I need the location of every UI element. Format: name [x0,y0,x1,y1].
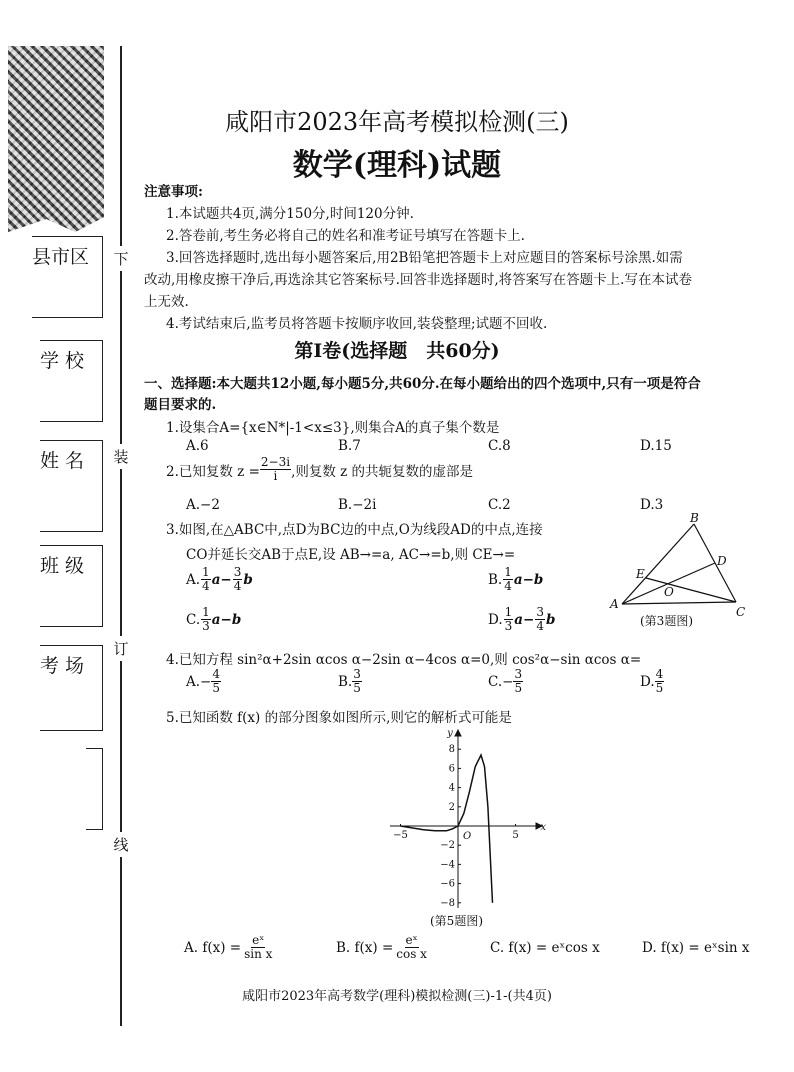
binding-char-xian: 线 [112,832,130,857]
q3-option-c [186,606,241,633]
point-e-label: E [636,567,645,581]
binding-line [120,46,122,1026]
q3-option-b [488,566,543,593]
q5-option-b-label: B. f(x) = [336,939,394,956]
q1-option-b: B.7 [338,438,361,454]
y-axis-label: y [447,728,453,739]
q3-option-a-frac1 [201,566,211,593]
y-tick-label: 2 [448,801,455,813]
q4-c-num: 3 [514,667,523,681]
q4-b-num: 3 [353,667,361,681]
x-axis-label: x [540,822,546,833]
q3-c-frac-num: 1 [202,605,210,619]
q1-option-a: A.6 [186,438,209,454]
q4-a-den: 5 [212,681,220,696]
q3-option-b-frac [503,566,513,593]
q3-option-b-label: B. [488,571,503,588]
q3-option-a [186,566,253,593]
notice-heading: 注意事项: [144,184,203,200]
q3-stem-line2: CO并延长交AB于点E,设 AB→=a, AC→=b,则 CE→= [186,547,516,563]
notice-item: 改动,用橡皮擦干净后,再选涂其它答案标号.回答非选择题时,将答案写在答题卡上.写在本试卷 [144,272,692,288]
q3-option-d-mid: a− [514,611,535,628]
q5-option-a [184,934,272,961]
y-axis-arrow [455,730,461,736]
q2-fraction-den: i [273,469,278,484]
y-tick-label: −8 [440,897,455,909]
y-tick-label: 4 [448,782,455,794]
q3-d-frac1-num: 1 [504,605,513,619]
q5-b-num: eˣ [405,933,418,947]
q3-stem-line1: 3.如图,在△ABC中,点D为BC边的中点,O为线段AD的中点,连接 [166,522,543,538]
q4-a-num: 4 [212,667,220,681]
q4-option-d-label: D. [640,673,655,690]
q4-option-a-label: A.− [186,673,212,690]
q5-option-a-label: A. f(x) = [184,939,242,956]
q2-option-a: A.−2 [186,497,220,513]
q3-a-frac1-num: 1 [202,565,210,579]
q3-option-d [488,606,555,633]
q5-option-a-frac [244,934,272,961]
q4-option-c [488,668,523,695]
q3-a-frac1-den: 4 [202,579,210,594]
name-field-label: 姓 名 [40,446,84,473]
binding-char-ding: 订 [112,636,130,661]
notice-item: 1.本试题共4页,满分150分,时间120分钟. [166,206,414,222]
q4-option-c-label: C.− [488,673,514,690]
origin-label: O [463,831,472,842]
q5-function-graph [388,726,548,916]
q4-option-a [186,668,221,695]
section-title: 第Ⅰ卷(选择题 共60分) [294,340,500,362]
binding-char-xia: 下 [112,246,130,271]
q3-d-frac2-num: 3 [536,605,544,619]
section-intro-cont: 题目要求的. [144,397,217,413]
q2-option-b: B.−2i [338,497,377,513]
q1-option-c: C.8 [488,438,511,454]
q3-option-a-frac2 [233,566,243,593]
q4-stem: 4.已知方程 sin²α+2sin αcos α−2sin α−4cos α=0,则 cos²α−sin αcos α= [166,652,642,668]
q2-fraction-num: 2−3i [260,455,291,469]
county-field-label: 县市区 [32,242,93,269]
q5-option-c: C. f(x) = eˣcos x [490,940,600,956]
q5-option-b [336,934,427,961]
q5-a-den: sin x [244,947,273,962]
q4-option-b-frac [352,668,362,695]
y-tick-label: −2 [440,840,455,852]
notice-item: 上无效. [144,294,189,310]
q4-option-d-frac [655,668,665,695]
point-d-label: D [717,554,727,568]
q3-d-frac2-den: 4 [536,619,544,634]
q3-option-d-frac1 [504,606,514,633]
q2-stem-post: ,则复数 z 的共轭复数的虚部是 [291,463,474,480]
q3-d-frac1-den: 3 [504,619,513,634]
q5-a-num: eˣ [252,933,265,947]
point-a-label: A [610,597,619,611]
q3-option-a-mid: a− [211,571,232,588]
q4-option-b-label: B. [338,673,353,690]
q3-option-a-label: A. [186,571,201,588]
q5-option-b-frac [396,934,427,961]
binding-pattern [8,46,104,232]
q4-option-b [338,668,362,695]
notice-item: 2.答卷前,考生务必将自己的姓名和准考证号填写在答题卡上. [166,228,525,244]
x-tick-label: 5 [512,830,519,841]
room-field-label: 考 场 [40,651,84,678]
y-tick-label: −6 [440,878,455,890]
q3-figure-caption: (第3题图) [640,614,693,628]
q4-option-c-frac [513,668,523,695]
q4-d-num: 4 [655,667,664,681]
q5-b-den: cos x [396,947,427,962]
edge-ac [622,602,736,604]
notice-item: 3.回答选择题时,选出每小题答案后,用2B铅笔把答题卡上对应题目的答案标号涂黑.如需 [166,250,683,266]
y-tick-label: 6 [448,763,455,775]
q3-option-d-label: D. [488,611,503,628]
q2-option-d: D.3 [640,497,664,513]
q1-option-d: D.15 [640,438,672,454]
q1-stem: 1.设集合A={x∈N*|-1<x≤3},则集合A的真子集个数是 [166,420,500,436]
y-tick-label: −4 [440,859,455,871]
y-tick-label: 8 [448,744,455,756]
segment-ce [646,578,736,602]
q3-option-c-label: C. [186,611,201,628]
q3-option-c-end: a−b [211,611,242,628]
exam-title: 咸阳市2023年高考模拟检测(三) [225,108,569,136]
q3-b-frac-num: 1 [504,565,512,579]
q3-a-frac2-den: 4 [233,579,242,594]
q2-stem [166,456,473,483]
q4-option-a-frac [211,668,221,695]
q4-option-d [640,668,664,695]
exam-no-field-box[interactable] [86,748,103,830]
q3-b-frac-den: 4 [504,579,512,594]
section-intro: 一、选择题:本大题共12小题,每小题5分,共60分.在每小题给出的四个选项中,只有一项是符合 [144,376,701,392]
exam-subtitle: 数学(理科)试题 [292,148,502,183]
point-b-label: B [690,511,699,525]
point-c-label: C [736,605,746,619]
q3-option-a-end: b [243,571,253,588]
q3-c-frac-den: 3 [202,619,210,634]
binding-char-zhuang: 装 [112,444,130,469]
notice-item: 4.考试结束后,监考员将答题卡按顺序收回,装袋整理;试题不回收. [166,316,548,332]
q4-d-den: 5 [655,681,664,696]
edge-ab [622,524,694,604]
school-field-label: 学 校 [40,346,84,373]
q3-option-d-frac2 [535,606,545,633]
page-footer: 咸阳市2023年高考数学(理科)模拟检测(三)-1-(共4页) [242,989,552,1004]
q3-a-frac2-num: 3 [233,565,242,579]
q3-option-c-frac [201,606,211,633]
class-field-label: 班 级 [40,551,84,578]
q3-option-b-end: a−b [513,571,544,588]
q5-stem: 5.已知函数 f(x) 的部分图象如图所示,则它的解析式可能是 [166,710,512,726]
q5-option-d: D. f(x) = eˣsin x [642,940,750,956]
q5-figure-caption: (第5题图) [430,914,483,928]
q2-stem-pre: 2.已知复数 z = [166,463,260,480]
point-o-label: O [664,585,674,599]
q3-option-d-end: b [545,611,556,628]
q4-c-den: 5 [514,681,523,696]
x-tick-label: −5 [393,830,408,841]
q2-option-c: C.2 [488,497,511,513]
q4-b-den: 5 [353,681,361,696]
q2-fraction [260,456,291,483]
